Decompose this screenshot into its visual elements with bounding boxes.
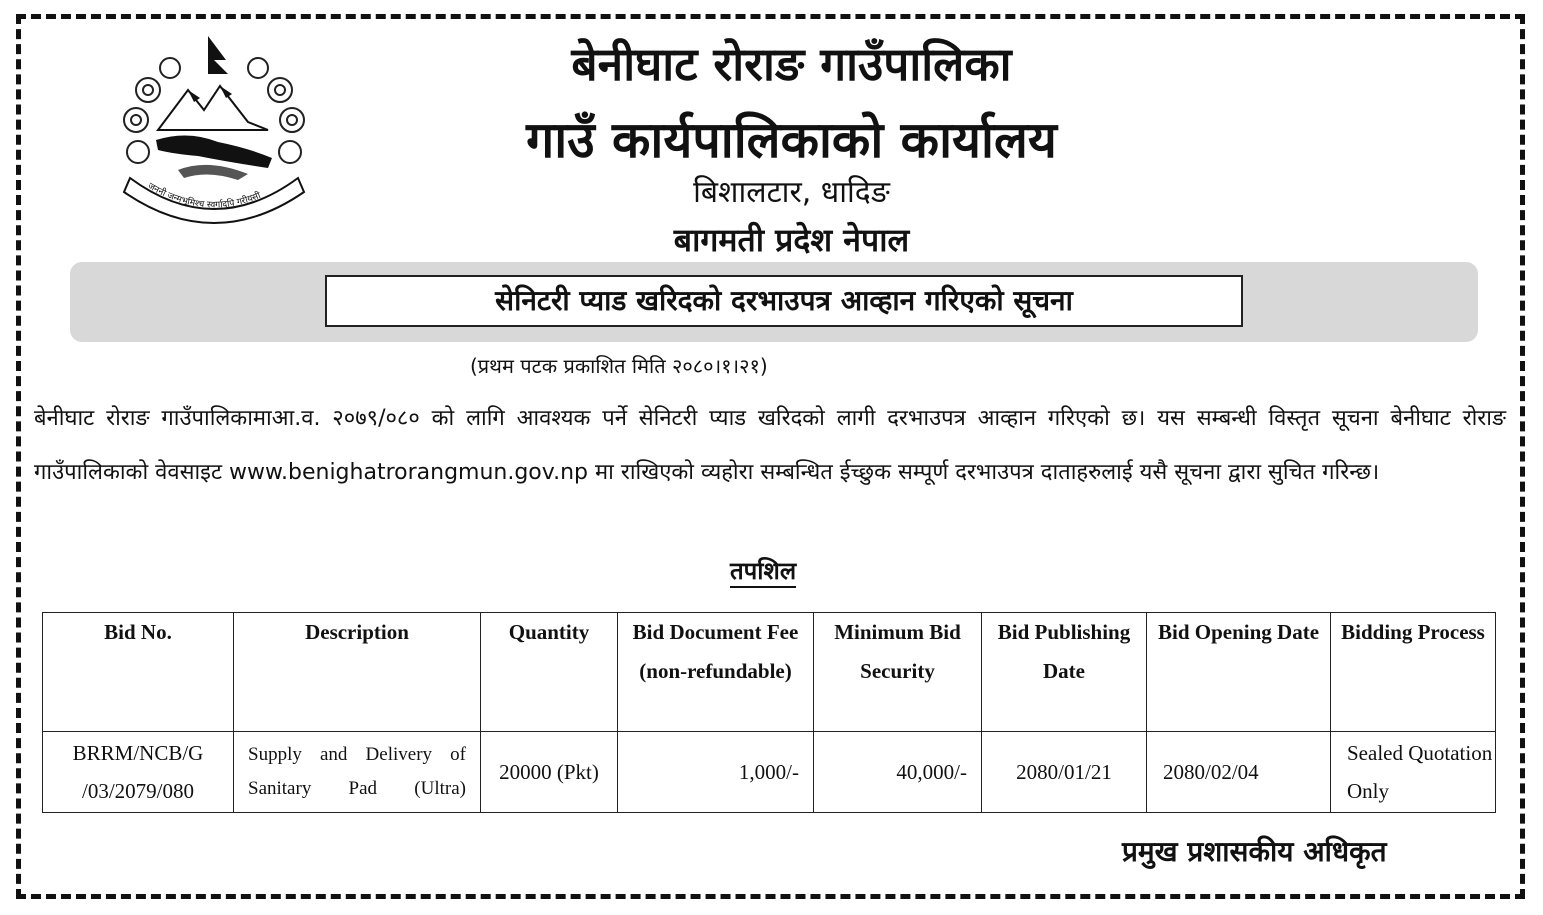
publish-note: (प्रथम पटक प्रकाशित मिति २०८०।१।२१)	[470, 354, 768, 378]
office-location: बिशालटार, धादिङ	[693, 175, 890, 210]
cell-opening-date: 2080/02/04	[1147, 732, 1331, 813]
header-opening-date: Bid Opening Date	[1147, 613, 1331, 732]
cell-publishing-date: 2080/01/21	[982, 732, 1147, 813]
header-fee: Bid Document Fee (non-refundable)	[618, 613, 814, 732]
header-security: Minimum Bid Security	[814, 613, 982, 732]
bid-table	[42, 612, 1496, 813]
cell-fee: 1,000/-	[618, 732, 814, 813]
header-description: Description	[234, 613, 481, 732]
header-quantity: Quantity	[481, 613, 618, 732]
emblem-motto: जननी जन्मभूमिश्च स्वर्गादपि गरीयसी	[145, 181, 263, 211]
header-bid-no: Bid No.	[43, 613, 234, 732]
header-bidding-process: Bidding Process	[1331, 613, 1496, 732]
cell-security: 40,000/-	[814, 732, 982, 813]
header-publishing-date: Bid Publishing Date	[982, 613, 1147, 732]
municipality-name: बेनीघाट रोराङ गाउँपालिका	[571, 37, 1012, 91]
province-country: बागमती प्रदेश नेपाल	[673, 221, 910, 259]
table-header-row	[43, 613, 1496, 732]
notice-title: सेनिटरी प्याड खरिदको दरभाउपत्र आव्हान गरिएको सूचना	[325, 275, 1243, 327]
notice-body: बेनीघाट रोराङ गाउँपालिकामाआ.व. २०७९/०८० को लागि आवश्यक पर्ने सेनिटरी प्याड खरिदको लागी दरभाउपत्र आव्हान गरिएको छ। यस सम्बन्धी विस्तृत सूचना बेनीघाट रोराङ गाउँपालिकाको वेवसाइट www.benighatrorangmun.gov.np मा राखिएको व्यहोरा सम्बन्धित ईच्छुक सम्पूर्ण दरभाउपत्र दाताहरुलाई यसै सूचना द्वारा सुचित गरिन्छ।	[34, 406, 1506, 485]
signatory-title: प्रमुख प्रशासकीय अधिकृत	[1122, 835, 1387, 868]
cell-quantity: 20000 (Pkt)	[481, 732, 618, 813]
section-label: तपशिल	[730, 556, 796, 588]
cell-description: Supply and Delivery of Sanitary Pad (Ultra)	[234, 732, 481, 813]
table-row	[43, 732, 1496, 813]
cell-bid-no: BRRM/NCB/G /03/2079/080	[43, 732, 234, 813]
office-name: गाउँ कार्यपालिकाको कार्यालय	[526, 111, 1057, 169]
cell-bidding-process: Sealed Quotation Only	[1331, 732, 1496, 813]
